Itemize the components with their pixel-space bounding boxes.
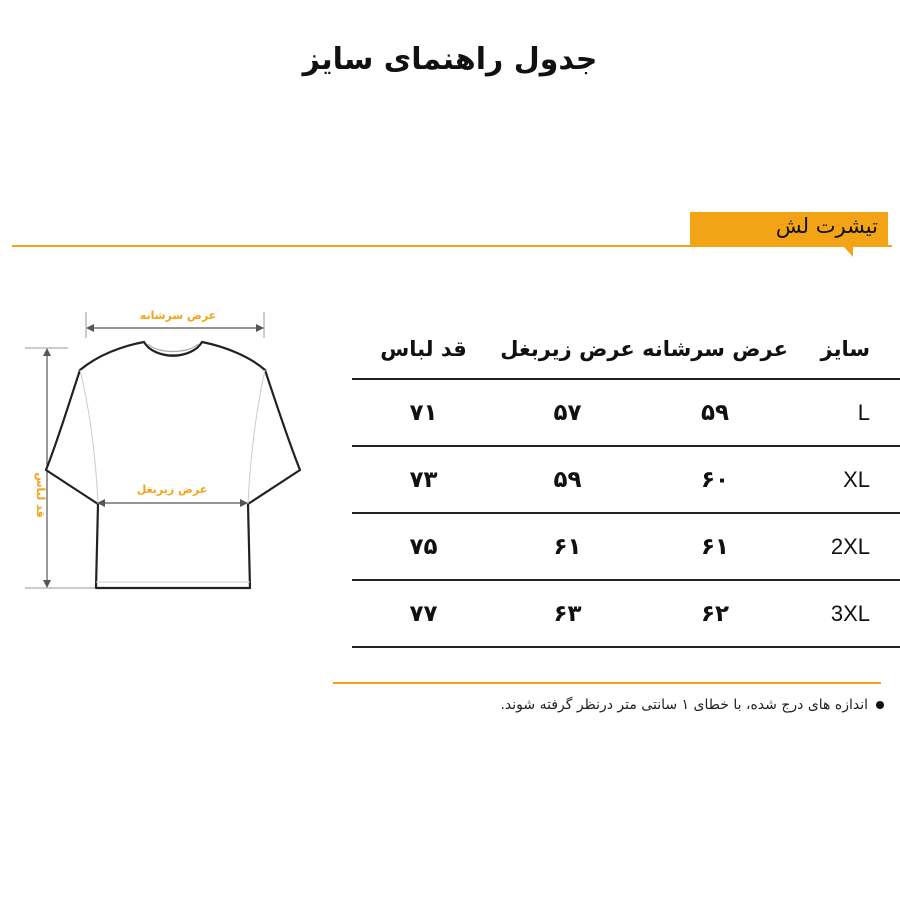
section-tab-notch — [844, 247, 853, 257]
cell-armpit-width: ۵۹ — [553, 466, 582, 493]
footer-divider — [333, 682, 881, 684]
length-label: قد لباس — [34, 472, 47, 518]
header-shoulder-width: عرض سرشانه — [642, 337, 788, 361]
bullet-icon — [876, 701, 884, 709]
page-title: جدول راهنمای سایز — [302, 42, 598, 77]
cell-shoulder-width: ۵۹ — [700, 399, 730, 426]
tolerance-note — [324, 697, 884, 713]
header-size: سایز — [820, 337, 870, 361]
cell-length: ۷۷ — [409, 600, 438, 627]
armpit-label: عرض زیربغل — [136, 483, 208, 496]
cell-shoulder-width: ۶۱ — [700, 533, 730, 560]
tolerance-note-text: اندازه های درج شده، با خطای ۱ سانتی متر درنظر گرفته شوند. — [500, 697, 868, 713]
cell-shoulder-width: ۶۲ — [700, 600, 730, 627]
header-length: قد لباس — [380, 337, 467, 361]
cell-shoulder-width: ۶۰ — [700, 466, 730, 493]
cell-armpit-width: ۵۷ — [553, 399, 582, 426]
section-title: تیشرت لش — [775, 214, 878, 238]
table-row — [352, 447, 900, 514]
tshirt-diagram — [0, 290, 330, 610]
cell-length: ۷۱ — [409, 399, 438, 426]
shoulder-dimension — [86, 309, 264, 338]
table-row — [352, 581, 900, 648]
cell-size: 2XL — [830, 533, 870, 559]
cell-armpit-width: ۶۱ — [553, 533, 582, 560]
cell-length: ۷۵ — [409, 533, 438, 560]
cell-armpit-width: ۶۳ — [553, 600, 582, 627]
table-row — [352, 380, 900, 447]
cell-size: L — [857, 399, 870, 425]
cell-length: ۷۳ — [409, 466, 438, 493]
cell-size: 3XL — [830, 600, 870, 626]
header-armpit-width: عرض زیربغل — [500, 337, 635, 361]
shoulder-label: عرض سرشانه — [139, 309, 217, 322]
size-table — [352, 320, 900, 648]
table-row — [352, 514, 900, 581]
tshirt-outline — [46, 342, 300, 588]
cell-size: XL — [843, 466, 870, 492]
table-header-row — [352, 320, 900, 380]
